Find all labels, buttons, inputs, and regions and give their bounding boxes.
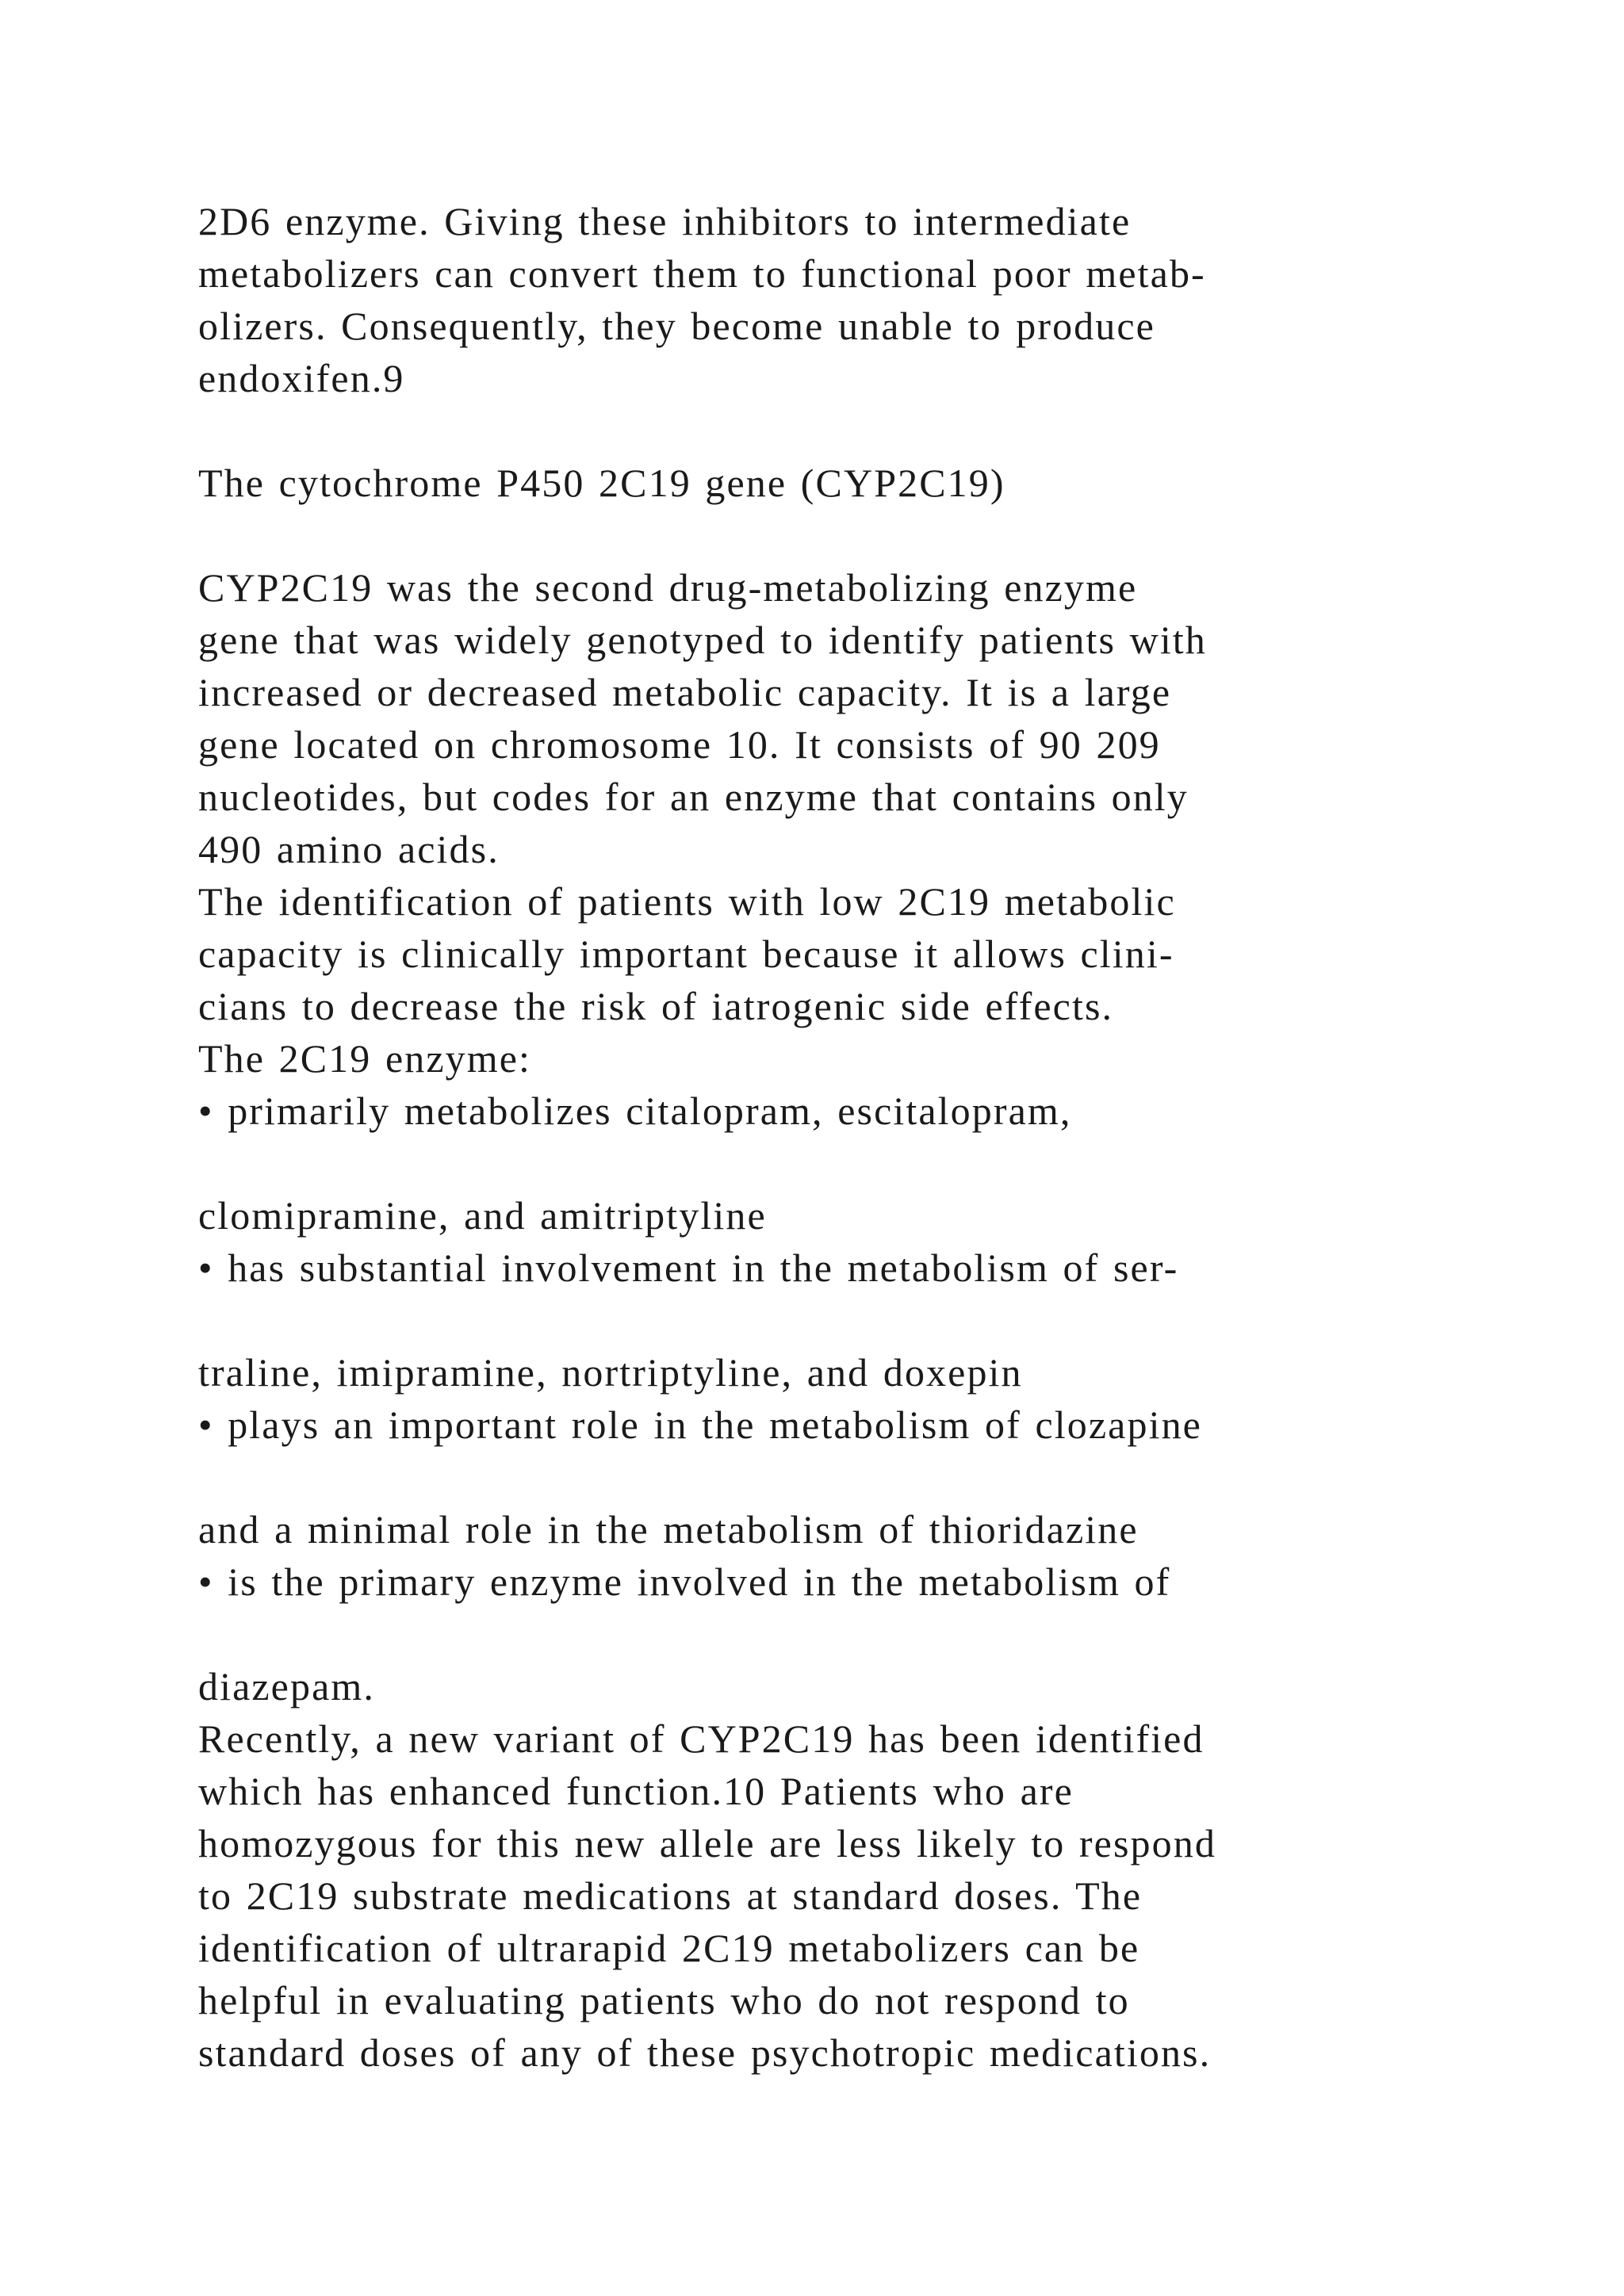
blank-line (198, 1137, 1562, 1189)
text-line: 2D6 enzyme. Giving these inhibitors to intermediate (198, 199, 1132, 243)
text-line: homozygous for this new allele are less likely to respond (198, 1821, 1216, 1866)
bullet-item: • plays an important role in the metabolism of clozapine (198, 1402, 1202, 1447)
text-line: gene that was widely genotyped to identify patients with (198, 618, 1207, 662)
bullet-continuation: traline, imipramine, nortriptyline, and doxepin (198, 1350, 1023, 1395)
text-line: endoxifen.9 (198, 356, 405, 400)
text-line: CYP2C19 was the second drug-metabolizing enzyme (198, 565, 1138, 610)
blank-line (198, 1451, 1562, 1503)
bullet-continuation: diazepam. (198, 1664, 375, 1709)
document-text (198, 195, 1562, 2079)
text-line: identification of ultrarapid 2C19 metabolizers can be (198, 1926, 1140, 1970)
text-line: cians to decrease the risk of iatrogenic side effects. (198, 984, 1114, 1028)
text-line: helpful in evaluating patients who do not respond to (198, 1978, 1130, 2022)
text-line: capacity is clinically important because it allows clini- (198, 932, 1174, 976)
blank-line (198, 1294, 1562, 1346)
blank-line (198, 1608, 1562, 1660)
text-line: olizers. Consequently, they become unable to produce (198, 304, 1155, 348)
blank-line (198, 509, 1562, 561)
text-line: The identification of patients with low 2C19 metabolic (198, 879, 1176, 924)
text-line: to 2C19 substrate medications at standard doses. The (198, 1873, 1143, 1918)
text-line: increased or decreased metabolic capacity. It is a large (198, 670, 1172, 714)
text-line: standard doses of any of these psychotropic medications. (198, 2030, 1212, 2075)
bullet-item: • primarily metabolizes citalopram, escitalopram, (198, 1089, 1072, 1133)
bullet-continuation: clomipramine, and amitriptyline (198, 1193, 767, 1238)
text-line: gene located on chromosome 10. It consists of 90 209 (198, 722, 1161, 767)
text-line: Recently, a new variant of CYP2C19 has been identified (198, 1716, 1205, 1761)
bullet-continuation: and a minimal role in the metabolism of thioridazine (198, 1507, 1139, 1552)
bullet-item: • is the primary enzyme involved in the metabolism of (198, 1559, 1171, 1604)
text-line: nucleotides, but codes for an enzyme that contains only (198, 775, 1189, 819)
section-heading: The cytochrome P450 2C19 gene (CYP2C19) (198, 461, 1005, 505)
blank-line (198, 404, 1562, 457)
text-line: 490 amino acids. (198, 827, 500, 871)
text-line: The 2C19 enzyme: (198, 1036, 532, 1081)
text-line: metabolizers can convert them to functional poor metab- (198, 251, 1206, 296)
text-line: which has enhanced function.10 Patients who are (198, 1769, 1074, 1813)
bullet-item: • has substantial involvement in the metabolism of ser- (198, 1246, 1179, 1290)
